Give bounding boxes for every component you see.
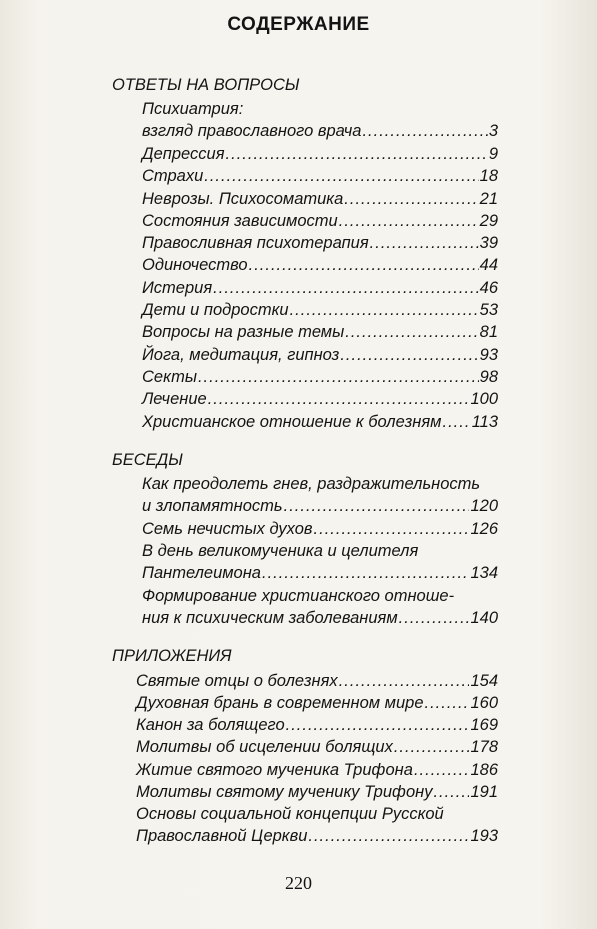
toc-entry[interactable] xyxy=(142,143,498,165)
toc-page-number: 193 xyxy=(470,827,498,846)
dot-leader xyxy=(286,714,470,736)
toc-entry[interactable] xyxy=(136,736,498,758)
toc-entry-title: Духовная брань в современном мире xyxy=(136,693,424,712)
toc-entry[interactable] xyxy=(142,98,498,142)
toc-entry-title: Православной Церкви xyxy=(136,827,308,846)
dot-leader xyxy=(284,495,470,517)
toc-page-number: 154 xyxy=(470,671,498,690)
toc-entry[interactable] xyxy=(142,585,498,629)
dot-leader xyxy=(433,781,469,803)
dot-leader xyxy=(249,254,479,276)
toc-entry-title: Вопросы на разные темы xyxy=(142,323,345,342)
toc-entry[interactable] xyxy=(142,277,498,299)
dot-leader xyxy=(339,670,470,692)
toc-page-number: 134 xyxy=(470,564,498,582)
dot-leader xyxy=(399,607,470,629)
dot-leader xyxy=(414,759,470,781)
dot-leader xyxy=(344,188,478,210)
toc-page-number: 140 xyxy=(470,608,498,627)
dot-leader xyxy=(262,562,469,584)
toc-entry-title: взгляд православного врача xyxy=(142,122,362,141)
toc-entry[interactable] xyxy=(142,366,498,388)
toc-entry-title: Житие святого мученика Трифона xyxy=(136,760,413,779)
section-title: БЕСЕДЫ xyxy=(112,450,183,469)
toc-entry-line: Формирование христианского отноше- xyxy=(142,586,455,605)
toc-entry-title: Святые отцы о болезнях xyxy=(136,671,338,690)
toc-page-number: 21 xyxy=(479,189,498,208)
dot-leader xyxy=(198,366,479,388)
toc-entry[interactable] xyxy=(142,388,498,410)
toc-entry[interactable] xyxy=(136,781,498,803)
toc-page-number: 126 xyxy=(470,519,498,538)
dot-leader xyxy=(345,321,478,343)
toc-entry-line: Как преодолеть гнев, раздражительность xyxy=(142,475,481,494)
toc-page-number: 29 xyxy=(479,211,498,230)
toc-entry-title: Молитвы об исцелении болящих xyxy=(136,738,393,757)
toc-entry-title: Семь нечистых духов xyxy=(142,519,313,538)
toc-entry[interactable] xyxy=(136,692,498,714)
toc-entry[interactable] xyxy=(142,344,498,366)
toc-entry[interactable] xyxy=(136,759,498,781)
toc-entry-title: Одиночество xyxy=(142,256,248,275)
toc-page-number: 46 xyxy=(479,278,498,297)
dot-leader xyxy=(339,210,479,232)
toc-page-number: 120 xyxy=(470,497,498,516)
dot-leader xyxy=(213,277,478,299)
toc-entry[interactable] xyxy=(142,254,498,276)
toc-entry-title: Пантелеимона xyxy=(142,564,261,582)
toc-page-number: 98 xyxy=(479,367,498,386)
toc-entry[interactable] xyxy=(142,473,498,517)
toc-entry-title: Дети и подростки xyxy=(142,301,289,319)
toc-page-number: 53 xyxy=(479,301,498,319)
dot-leader xyxy=(442,411,470,433)
toc-entry[interactable] xyxy=(136,670,498,692)
toc-page-number: 100 xyxy=(470,390,498,409)
toc-entry[interactable] xyxy=(136,803,498,847)
dot-leader xyxy=(370,232,479,254)
dot-leader xyxy=(394,736,470,758)
dot-leader xyxy=(226,143,488,165)
toc-entry-title: Молитвы святому мученику Трифону xyxy=(136,783,433,801)
toc-page-number: 113 xyxy=(471,412,498,431)
toc-entry-line: В день великомученика и целителя xyxy=(142,542,419,560)
section-title: ОТВЕТЫ НА ВОПРОСЫ xyxy=(112,76,300,94)
toc-page-number: 191 xyxy=(470,783,498,801)
toc-entry-line: Основы социальной концепции Русской xyxy=(136,805,444,824)
toc-entry-title: Христианское отношение к болезням xyxy=(142,412,442,431)
toc-entry[interactable] xyxy=(142,299,498,321)
toc-page-number: 44 xyxy=(479,256,498,275)
toc-entry[interactable] xyxy=(142,232,498,254)
toc-page-number: 178 xyxy=(470,738,498,757)
toc-entry-title: Страхи xyxy=(142,167,204,186)
toc-entry[interactable] xyxy=(142,540,498,584)
toc-entry[interactable] xyxy=(142,165,498,187)
toc-page-number: 160 xyxy=(470,693,498,712)
toc-entry-title: Неврозы. Психосоматика xyxy=(142,189,344,208)
toc-entry[interactable] xyxy=(136,714,498,736)
toc-page-number: 81 xyxy=(479,323,498,342)
page-title: СОДЕРЖАНИЕ xyxy=(227,14,370,35)
dot-leader xyxy=(208,388,470,410)
toc-entry-title: Истерия xyxy=(142,278,213,297)
dot-leader xyxy=(340,344,478,366)
toc-page-number: 93 xyxy=(479,345,498,364)
toc-page-number: 3 xyxy=(488,122,498,141)
toc-entry-title: ния к психическим заболеваниям xyxy=(142,608,398,627)
toc-entry-title: Депрессия xyxy=(142,144,225,163)
toc-page-number: 186 xyxy=(470,760,498,779)
dot-leader xyxy=(425,692,470,714)
toc-page-number: 39 xyxy=(479,234,498,253)
toc-entry-title: Состояния зависимости xyxy=(142,211,338,230)
toc-page-number: 18 xyxy=(479,167,498,186)
toc-entry-line: Психиатрия: xyxy=(142,100,244,119)
toc-entry[interactable] xyxy=(142,411,498,433)
toc-entry-title: Правосливная психотерапия xyxy=(142,234,369,253)
toc-entry-title: Канон за болящего xyxy=(136,716,285,735)
toc-page-number: 169 xyxy=(470,716,498,735)
toc-page-number: 9 xyxy=(488,144,498,163)
toc-entry[interactable] xyxy=(142,518,498,540)
toc-entry-title: и злопамятность xyxy=(142,497,283,516)
toc-entry[interactable] xyxy=(142,188,498,210)
toc-entry[interactable] xyxy=(142,210,498,232)
dot-leader xyxy=(290,299,479,321)
section-title: ПРИЛОЖЕНИЯ xyxy=(112,647,232,666)
dot-leader xyxy=(204,165,478,187)
dot-leader xyxy=(314,518,470,540)
dot-leader xyxy=(308,825,469,847)
page-number: 220 xyxy=(285,873,312,893)
toc-entry[interactable] xyxy=(142,321,498,343)
toc-entry-title: Лечение xyxy=(142,390,207,409)
toc-entry-title: Йога, медитация, гипноз xyxy=(142,345,340,364)
dot-leader xyxy=(362,120,487,142)
toc-entry-title: Секты xyxy=(142,367,197,386)
